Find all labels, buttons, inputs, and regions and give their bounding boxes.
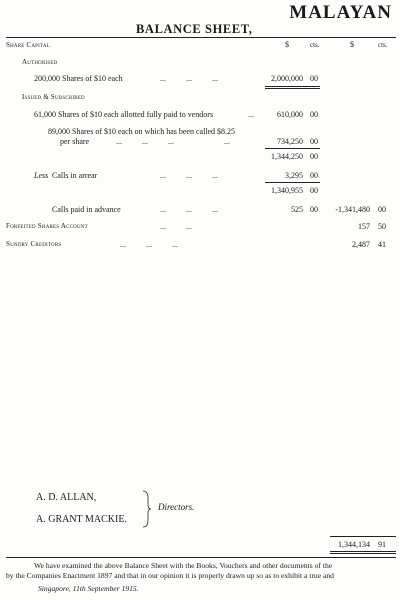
issued-line2-leader-2: ... xyxy=(224,137,230,146)
calls-arrear-text: Calls in arrear xyxy=(52,171,98,180)
share-capital-total-cents: 00 xyxy=(378,205,386,214)
signature-name-1: A. D. ALLAN, xyxy=(36,492,97,503)
calls-advance-amount: 525 xyxy=(291,205,303,214)
subtotal2-cents: 00 xyxy=(310,186,318,195)
heading-rule xyxy=(6,37,396,38)
forfeited-title: Forfeited Shares Account xyxy=(6,222,88,230)
issued-title: Issued & Subscribed xyxy=(22,93,85,101)
calls-advance-text: Calls paid in advance xyxy=(52,205,121,214)
total-rule-bottom xyxy=(330,551,396,552)
col-cents-1: cts. xyxy=(310,41,320,49)
col-cents-2: cts. xyxy=(378,41,388,49)
calls-arrear-amount: 3,295 xyxy=(285,171,303,180)
subtotal1-cents: 00 xyxy=(310,152,318,161)
authorised-amount: 2,000,000 xyxy=(271,74,303,83)
issued-line2-cents: 00 xyxy=(310,137,318,146)
authorised-underline-2 xyxy=(265,88,320,89)
issued-line2a: 89,000 Shares of $10 each on which has been called $8.25 xyxy=(48,127,236,136)
creditors-leader: ... ... ... xyxy=(120,240,178,249)
creditors-amount: 2,487 xyxy=(352,240,370,249)
audit-line-2: by the Companies Enactment 1897 and that in our opinion it is properly drawn up so as to exhibit a true and xyxy=(6,571,334,580)
calls-advance-cents: 00 xyxy=(310,205,318,214)
subtotal1-amount: 1,344,250 xyxy=(271,152,303,161)
grand-total-cents: 91 xyxy=(378,540,386,549)
audit-place-date: Singapore, 11th September 1915. xyxy=(38,584,139,593)
authorised-line: 200,000 Shares of $10 each xyxy=(34,74,123,83)
issued-line2b: per share xyxy=(60,137,90,146)
directors-label: Directors. xyxy=(158,502,195,512)
forfeited-amount: 157 xyxy=(358,222,370,231)
issued-line1-leader: ... xyxy=(248,110,254,119)
footer-rule xyxy=(6,557,396,558)
authorised-title: Authorised xyxy=(22,58,58,66)
calls-arrear-cents: 00 xyxy=(310,171,318,180)
creditors-cents: 41 xyxy=(378,240,386,249)
issued-line2-amount: 734,250 xyxy=(277,137,303,146)
total-rule-top xyxy=(330,536,396,537)
share-capital-title: Share Capital xyxy=(6,41,50,49)
issued-line1: 61,000 Shares of $10 each allotted fully paid to vendors xyxy=(34,110,214,119)
audit-line-1: We have examined the above Balance Sheet with the Books, Vouchers and other documents of the xyxy=(34,561,333,570)
signature-brace xyxy=(142,490,152,528)
total-rule-bottom-2 xyxy=(330,553,396,554)
creditors-title: Sundry Creditors xyxy=(6,240,62,248)
signature-name-2: A. GRANT MACKIE. xyxy=(36,514,127,525)
issued-line2-leader: ... ... ... xyxy=(116,137,174,146)
col-dollar-1: $ xyxy=(285,40,289,49)
col-dollar-2: $ xyxy=(350,40,354,49)
page-heading-right: MALAYAN xyxy=(289,2,392,23)
authorised-underline xyxy=(265,86,320,87)
issued-line1-amount: 610,000 xyxy=(277,110,303,119)
authorised-leader: ... ... ... xyxy=(160,74,218,83)
subtotal2-amount: 1,340,955 xyxy=(271,186,303,195)
calls-advance-leader: ... ... ... xyxy=(160,205,218,214)
issued-line1-cents: 00 xyxy=(310,110,318,119)
subtotal1-rule xyxy=(265,148,320,149)
subtotal2-rule xyxy=(265,182,320,183)
less-label: Less xyxy=(34,171,49,180)
page-heading-main: BALANCE SHEET, xyxy=(136,22,253,36)
forfeited-leader: ... ... xyxy=(160,222,192,231)
authorised-cents: 00 xyxy=(310,74,318,83)
grand-total-amount: 1,344,134 xyxy=(338,540,370,549)
share-capital-total-amount: -1,341,480 xyxy=(335,205,370,214)
calls-arrear-leader: ... ... ... xyxy=(160,171,218,180)
forfeited-cents: 50 xyxy=(378,222,386,231)
